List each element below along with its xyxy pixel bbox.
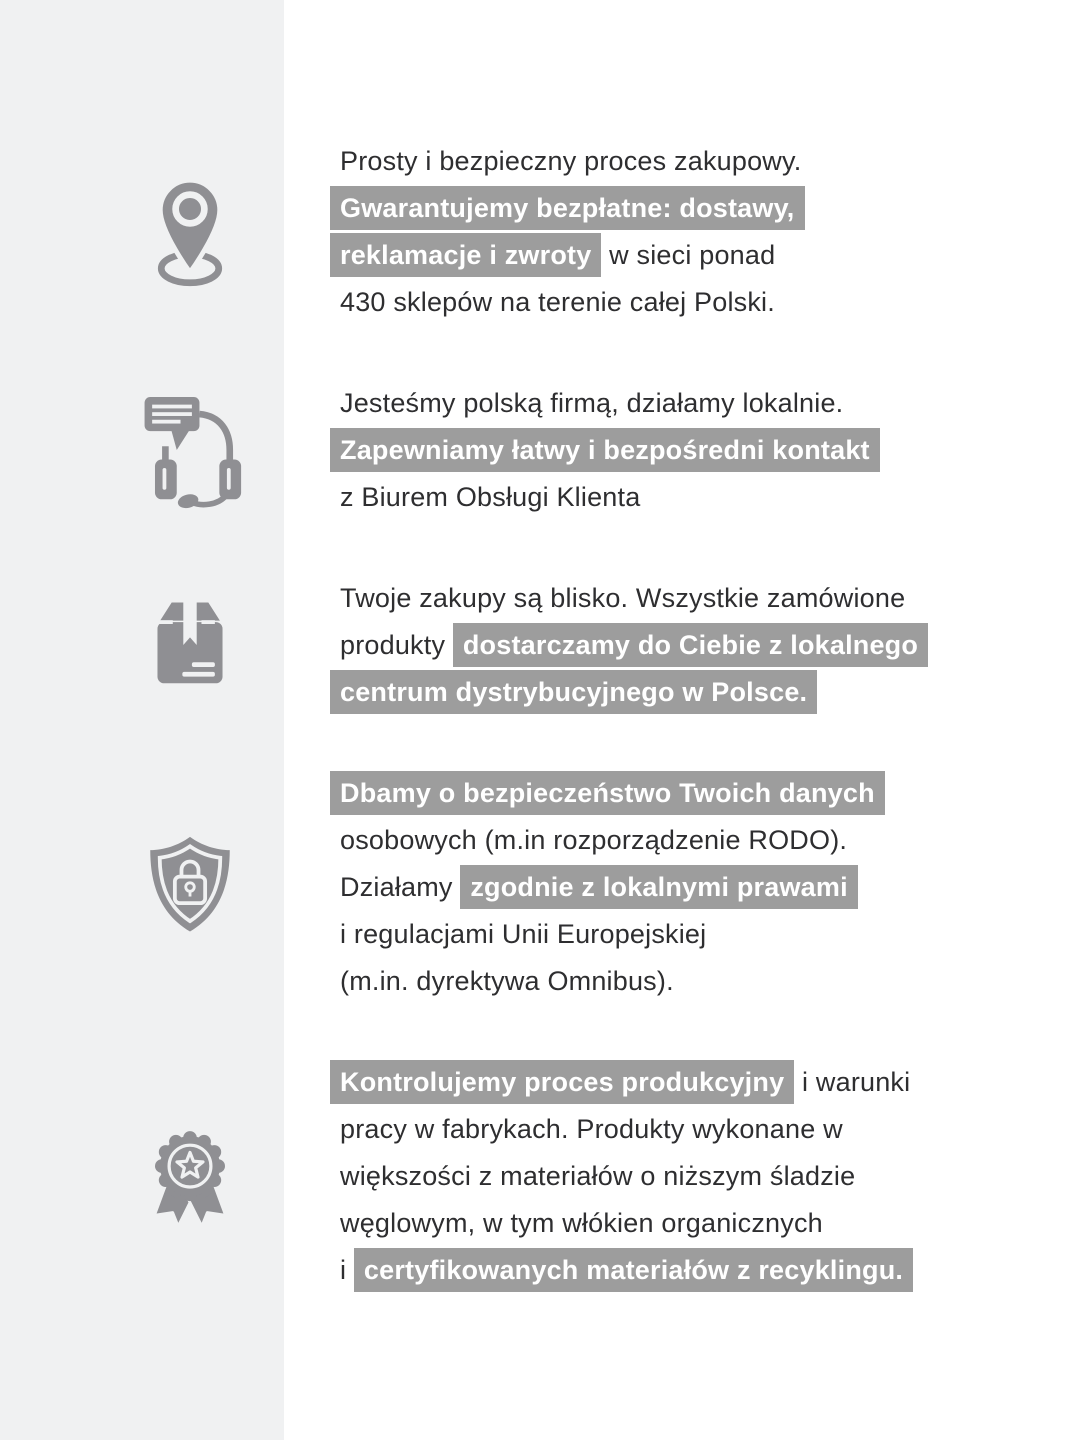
text-segment: w sieci ponad bbox=[601, 240, 776, 270]
benefit-text bbox=[284, 1059, 913, 1294]
text-segment: 430 sklepów na terenie całej Polski. bbox=[340, 287, 775, 317]
text-segment: produkty bbox=[340, 630, 453, 660]
highlighted-text-segment: centrum dystrybucyjnego w Polsce. bbox=[330, 670, 817, 714]
highlighted-text-segment: Zapewniamy łatwy i bezpośredni kontakt bbox=[330, 428, 880, 472]
highlighted-text-segment: dostarczamy do Ciebie z lokalnego bbox=[453, 623, 928, 667]
text-line bbox=[340, 1153, 913, 1200]
location-pin-icon bbox=[144, 176, 236, 288]
benefit-text bbox=[284, 575, 928, 716]
text-line bbox=[340, 622, 928, 669]
text-line bbox=[340, 575, 928, 622]
text-line bbox=[340, 427, 880, 474]
highlighted-text-segment: Gwarantujemy bezpłatne: dostawy, bbox=[330, 186, 805, 230]
text-line bbox=[340, 817, 885, 864]
text-line bbox=[340, 958, 885, 1005]
highlighted-text-segment: zgodnie z lokalnymi prawami bbox=[460, 865, 857, 909]
benefit-section bbox=[0, 380, 1080, 521]
text-segment: węglowym, w tym włókien organicznych bbox=[340, 1208, 823, 1238]
text-segment: (m.in. dyrektywa Omnibus). bbox=[340, 966, 674, 996]
benefit-section bbox=[0, 1059, 1080, 1294]
award-ribbon-icon bbox=[140, 1120, 240, 1234]
text-line bbox=[340, 669, 928, 716]
text-segment: i regulacjami Unii Europejskiej bbox=[340, 919, 707, 949]
text-segment: Prosty i bezpieczny proces zakupowy. bbox=[340, 146, 802, 176]
text-segment: osobowych (m.in rozporządzenie RODO). bbox=[340, 825, 848, 855]
text-line bbox=[340, 1059, 913, 1106]
benefit-section bbox=[0, 138, 1080, 326]
text-segment: pracy w fabrykach. Produkty wykonane w bbox=[340, 1114, 843, 1144]
shield-lock-icon bbox=[137, 832, 243, 944]
text-line bbox=[340, 279, 805, 326]
text-line bbox=[340, 138, 805, 185]
benefit-text bbox=[284, 380, 880, 521]
benefit-icon-cell bbox=[0, 176, 284, 288]
text-line bbox=[340, 1106, 913, 1153]
package-icon bbox=[146, 595, 234, 697]
text-segment: Twoje zakupy są blisko. Wszystkie zamówione bbox=[340, 583, 906, 613]
text-line bbox=[340, 474, 880, 521]
headset-icon bbox=[137, 391, 243, 511]
text-line bbox=[340, 232, 805, 279]
text-line bbox=[340, 185, 805, 232]
text-line bbox=[340, 380, 880, 427]
text-line bbox=[340, 1247, 913, 1294]
text-line bbox=[340, 1200, 913, 1247]
benefit-text bbox=[284, 138, 805, 326]
text-segment: większości z materiałów o niższym śladzie bbox=[340, 1161, 856, 1191]
benefit-text bbox=[284, 770, 885, 1005]
text-segment: Jesteśmy polską firmą, działamy lokalnie. bbox=[340, 388, 844, 418]
text-segment: Działamy bbox=[340, 872, 461, 902]
benefit-icon-cell bbox=[0, 1120, 284, 1234]
benefit-icon-cell bbox=[0, 595, 284, 697]
highlighted-text-segment: Dbamy o bezpieczeństwo Twoich danych bbox=[330, 771, 885, 815]
benefit-icon-cell bbox=[0, 391, 284, 511]
text-line bbox=[340, 770, 885, 817]
text-line bbox=[340, 911, 885, 958]
benefit-section bbox=[0, 770, 1080, 1005]
highlighted-text-segment: reklamacje i zwroty bbox=[330, 233, 601, 277]
benefit-section bbox=[0, 575, 1080, 716]
text-segment: i warunki bbox=[794, 1067, 911, 1097]
text-segment: i bbox=[340, 1255, 354, 1285]
benefit-icon-cell bbox=[0, 832, 284, 944]
highlighted-text-segment: certyfikowanych materiałów z recyklingu. bbox=[354, 1248, 913, 1292]
highlighted-text-segment: Kontrolujemy proces produkcyjny bbox=[330, 1060, 794, 1104]
text-segment: z Biurem Obsługi Klienta bbox=[340, 482, 641, 512]
text-line bbox=[340, 864, 885, 911]
